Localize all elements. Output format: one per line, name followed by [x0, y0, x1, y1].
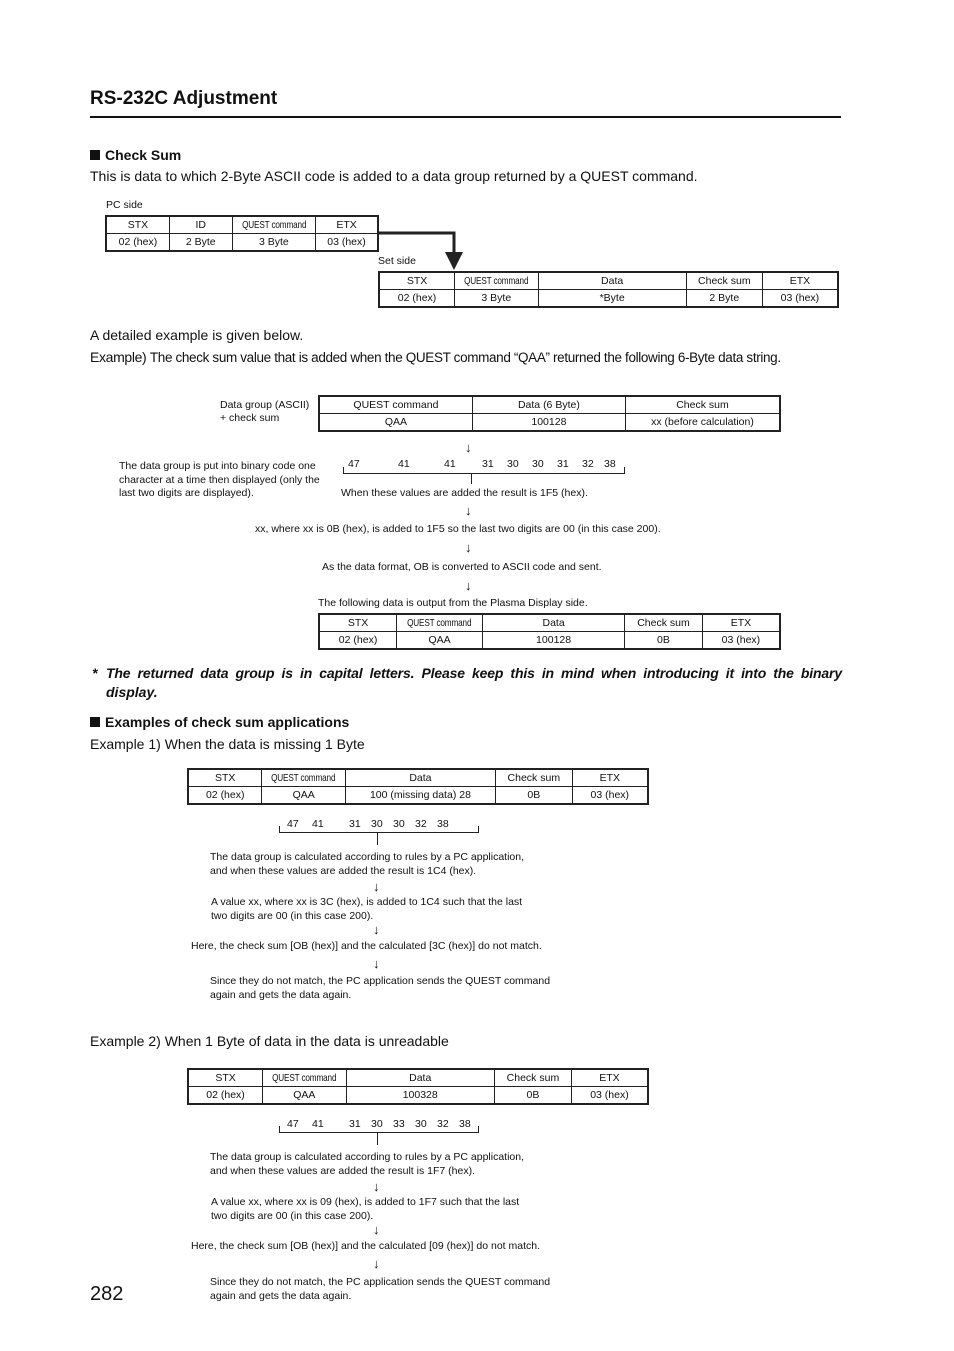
pc-side-label: PC side	[106, 199, 143, 211]
ex2-value-etx: 03 (hex)	[571, 1087, 648, 1105]
ex1-header-data: Data	[345, 769, 495, 787]
code-value: 30	[415, 1118, 427, 1130]
down-arrow-icon: ↓	[465, 440, 472, 455]
ex2-header-stx: STX	[188, 1069, 263, 1087]
side-note-line-3: last two digits are displayed).	[119, 487, 254, 499]
set-value-data: *Byte	[538, 290, 686, 308]
example-1-label: Example 1)	[90, 736, 161, 752]
set-value-etx: 03 (hex)	[762, 290, 838, 308]
ex1-step-2	[211, 895, 522, 923]
ex2-step-3: Here, the check sum [OB (hex)] and the calculated [09 (hex)] do not match.	[191, 1240, 541, 1252]
set-side-label: Set side	[378, 255, 416, 267]
code-value: 30	[532, 458, 544, 470]
example-1-title-text: When the data is missing 1 Byte	[164, 736, 365, 752]
ex1-step-2-a: A value xx, where xx is 3C (hex), is added to 1C4 such that the last	[211, 896, 523, 908]
square-bullet-icon	[90, 150, 100, 160]
ex2-value-data: 100328	[346, 1087, 494, 1105]
code-value: 32	[582, 458, 594, 470]
ex1-step-4-a: Since they do not match, the PC application sends the QUEST command	[210, 975, 551, 987]
sum-result-text: When these values are added the result is 1F5 (hex).	[341, 487, 588, 499]
pc-header-id: ID	[169, 216, 232, 234]
code-value: 38	[604, 458, 616, 470]
ex1-step-4	[210, 974, 550, 1002]
ex1-step-1	[210, 850, 524, 878]
ex2-step-4-b: again and gets the data again.	[210, 1290, 352, 1302]
example-line	[90, 349, 781, 365]
step-4-text: The following data is output from the Plasma Display side.	[318, 597, 588, 609]
note-star: *	[92, 665, 98, 681]
down-arrow-icon: ↓	[373, 956, 380, 971]
ex1-header-quest-text: QUEST command	[271, 772, 336, 784]
ex1-step-1-b: and when these values are added the result is 1C4 (hex).	[210, 865, 477, 877]
ex2-value-quest: QAA	[263, 1087, 346, 1105]
ex2-step-2	[211, 1195, 519, 1223]
ex1-step-2-b: two digits are 00 (in this case 200).	[211, 910, 374, 922]
example-1-table	[187, 768, 649, 805]
set-header-quest	[455, 272, 538, 290]
code-value: 38	[437, 818, 449, 830]
title-rule	[90, 116, 841, 118]
ex1-step-4-b: again and gets the data again.	[210, 989, 352, 1001]
ex1-header-checksum: Check sum	[496, 769, 573, 787]
ex2-step-4-a: Since they do not match, the PC application sends the QUEST command	[210, 1276, 551, 1288]
pc-header-quest	[232, 216, 315, 234]
ex1-step-3: Here, the check sum [OB (hex)] and the calculated [3C (hex)] do not match.	[191, 940, 542, 952]
code-value: 31	[349, 1118, 361, 1130]
check-sum-heading	[90, 147, 181, 163]
pc-value-etx: 03 (hex)	[316, 234, 378, 252]
calc-header-checksum: Check sum	[625, 396, 780, 414]
group-label-line-2: + check sum	[220, 412, 280, 424]
calc-value-checksum: xx (before calculation)	[625, 414, 780, 432]
code-value: 30	[393, 818, 405, 830]
out-header-data: Data	[483, 614, 625, 632]
example-2-label: Example 2)	[90, 1033, 161, 1049]
code-value: 41	[312, 818, 324, 830]
detail-text: A detailed example is given below.	[90, 327, 304, 343]
pc-value-id: 2 Byte	[169, 234, 232, 252]
down-arrow-icon: ↓	[373, 922, 380, 937]
output-table	[318, 613, 781, 650]
calc-input-table	[318, 395, 781, 432]
out-header-checksum: Check sum	[625, 614, 703, 632]
out-header-quest-text: QUEST command	[407, 617, 472, 629]
example-label: Example)	[90, 349, 147, 365]
pc-header-stx: STX	[106, 216, 169, 234]
set-header-checksum: Check sum	[686, 272, 762, 290]
set-header-data: Data	[538, 272, 686, 290]
down-arrow-icon: ↓	[465, 540, 472, 555]
ex2-step-2-a: A value xx, where xx is 09 (hex), is added to 1F7 such that the last	[211, 1196, 520, 1208]
out-value-stx: 02 (hex)	[319, 632, 397, 650]
step-2-text: xx, where xx is 0B (hex), is added to 1F5 so the last two digits are 00 (in this case 200).	[255, 523, 661, 535]
example-1-title	[90, 736, 365, 752]
code-value: 32	[437, 1118, 449, 1130]
ex1-step-1-a: The data group is calculated according to rules by a PC application,	[210, 851, 525, 863]
code-value: 30	[507, 458, 519, 470]
ex1-value-checksum: 0B	[496, 787, 573, 805]
check-sum-heading-text: Check Sum	[105, 147, 182, 163]
example-2-bracket	[279, 1126, 479, 1133]
ex2-step-4	[210, 1275, 550, 1303]
out-value-etx: 03 (hex)	[702, 632, 780, 650]
down-arrow-icon: ↓	[465, 578, 472, 593]
ex1-header-etx: ETX	[572, 769, 648, 787]
codes-bracket	[343, 467, 625, 474]
note-line-2: display.	[106, 684, 158, 700]
ex1-header-stx: STX	[188, 769, 262, 787]
code-value: 47	[287, 818, 299, 830]
page-title: RS-232C Adjustment	[90, 88, 278, 109]
code-value: 32	[415, 818, 427, 830]
set-value-stx: 02 (hex)	[379, 290, 455, 308]
down-arrow-icon: ↓	[373, 1256, 380, 1271]
example-text: The check sum value that is added when the QUEST command “QAA” returned the following 6-Byte data string.	[149, 350, 781, 365]
ex2-step-1	[210, 1150, 524, 1178]
ex1-value-data: 100 (missing data) 28	[345, 787, 495, 805]
ex2-header-checksum: Check sum	[494, 1069, 571, 1087]
pc-header-quest-text: QUEST command	[241, 219, 306, 231]
page-number: 282	[90, 1283, 124, 1305]
down-arrow-icon: ↓	[373, 1179, 380, 1194]
example-2-title-text: When 1 Byte of data in the data is unreadable	[164, 1033, 449, 1049]
side-note-line-1: The data group is put into binary code one	[119, 460, 316, 472]
code-value: 31	[349, 818, 361, 830]
code-value: 47	[348, 458, 360, 470]
ex1-header-quest	[262, 769, 345, 787]
ex2-step-1-a: The data group is calculated according to rules by a PC application,	[210, 1151, 525, 1163]
out-value-checksum: 0B	[625, 632, 703, 650]
note-line-1: The returned data group is in capital letters. Please keep this in mind when introducing it into the binary	[106, 665, 842, 681]
example-2-connector	[377, 1133, 378, 1145]
example-2-table	[187, 1068, 649, 1105]
down-arrow-icon: ↓	[373, 1222, 380, 1237]
code-value: 41	[444, 458, 456, 470]
set-header-stx: STX	[379, 272, 455, 290]
down-arrow-icon: ↓	[465, 503, 472, 518]
ex2-step-2-b: two digits are 00 (in this case 200).	[211, 1210, 374, 1222]
code-value: 41	[312, 1118, 324, 1130]
pc-side-table	[105, 215, 379, 252]
out-header-etx: ETX	[702, 614, 780, 632]
code-value: 30	[371, 818, 383, 830]
applications-heading	[90, 714, 349, 730]
code-value: 31	[557, 458, 569, 470]
ex1-value-quest: QAA	[262, 787, 345, 805]
calc-header-quest: QUEST command	[319, 396, 472, 414]
code-value: 41	[398, 458, 410, 470]
ex2-header-quest-text: QUEST command	[272, 1072, 337, 1084]
step-3-text: As the data format, OB is converted to ASCII code and sent.	[322, 561, 602, 573]
group-label	[220, 399, 309, 425]
code-value: 31	[482, 458, 494, 470]
calc-header-data: Data (6 Byte)	[472, 396, 625, 414]
ex1-value-etx: 03 (hex)	[572, 787, 648, 805]
pc-header-etx: ETX	[316, 216, 378, 234]
example-1-connector	[377, 833, 378, 845]
ex2-header-etx: ETX	[571, 1069, 648, 1087]
ex2-header-quest	[263, 1069, 346, 1087]
set-value-checksum: 2 Byte	[686, 290, 762, 308]
pc-value-quest: 3 Byte	[232, 234, 315, 252]
ex1-value-stx: 02 (hex)	[188, 787, 262, 805]
ex2-value-stx: 02 (hex)	[188, 1087, 263, 1105]
out-header-quest	[397, 614, 483, 632]
codes-connector	[471, 474, 472, 484]
check-sum-intro: This is data to which 2-Byte ASCII code is added to a data group returned by a QUEST command.	[90, 168, 698, 184]
set-side-table	[378, 271, 839, 308]
down-arrow-icon: ↓	[373, 879, 380, 894]
example-1-bracket	[279, 826, 479, 833]
out-value-quest: QAA	[397, 632, 483, 650]
example-2-title	[90, 1033, 449, 1049]
ex2-header-data: Data	[346, 1069, 494, 1087]
pc-value-stx: 02 (hex)	[106, 234, 169, 252]
code-value: 47	[287, 1118, 299, 1130]
square-bullet-icon	[90, 717, 100, 727]
group-label-line-1: Data group (ASCII)	[220, 399, 310, 411]
set-header-etx: ETX	[762, 272, 838, 290]
set-header-quest-text: QUEST command	[464, 275, 529, 287]
code-value: 38	[459, 1118, 471, 1130]
ex2-step-1-b: and when these values are added the result is 1F7 (hex).	[210, 1165, 475, 1177]
calc-value-data: 100128	[472, 414, 625, 432]
ex2-value-checksum: 0B	[494, 1087, 571, 1105]
code-value: 30	[371, 1118, 383, 1130]
out-header-stx: STX	[319, 614, 397, 632]
side-note-line-2: character at a time then displayed (only the	[119, 473, 320, 486]
code-value: 33	[393, 1118, 405, 1130]
set-value-quest: 3 Byte	[455, 290, 538, 308]
out-value-data: 100128	[483, 632, 625, 650]
applications-heading-text: Examples of check sum applications	[105, 714, 350, 730]
calc-value-quest: QAA	[319, 414, 472, 432]
